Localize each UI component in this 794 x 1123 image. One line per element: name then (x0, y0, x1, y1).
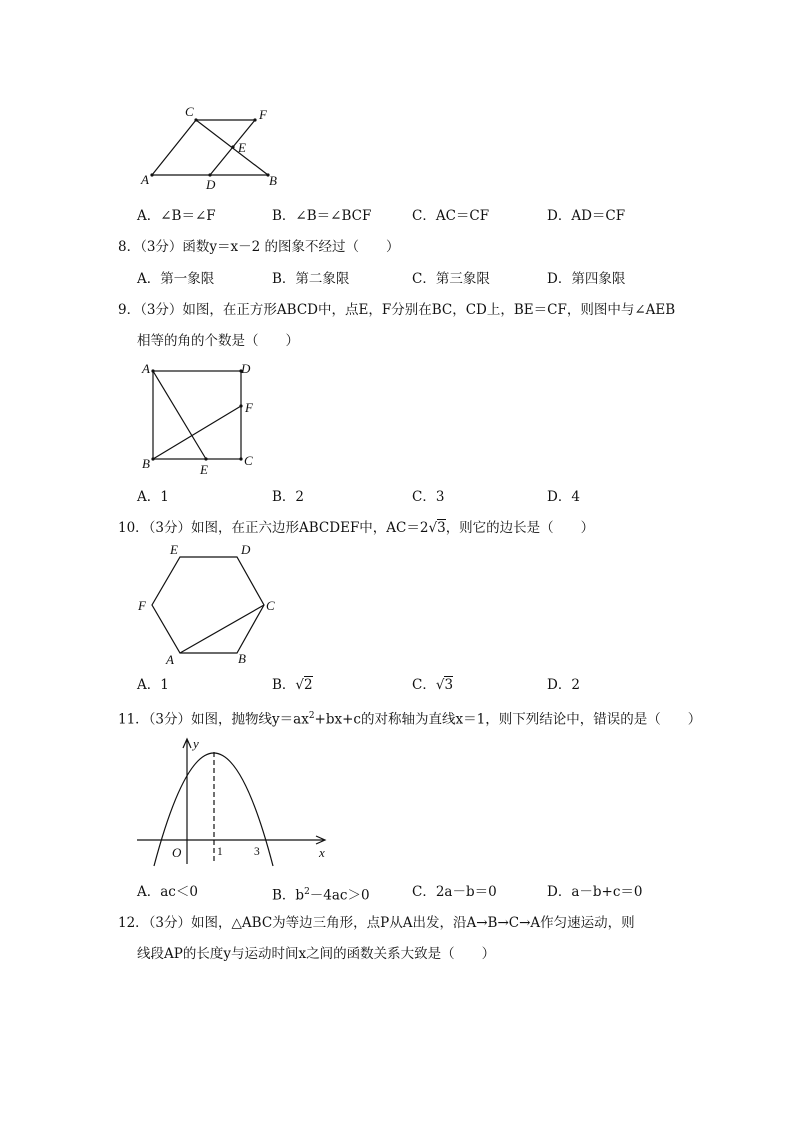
q9-label-f: F (245, 400, 253, 415)
q7-label-d: D (206, 177, 216, 192)
q9-label-a: A (142, 361, 150, 376)
q7-label-e: E (238, 140, 246, 155)
q10-stem-suffix: ，则它的边长是（ ） (445, 520, 595, 536)
q11-label-y: y (193, 736, 199, 751)
q7-option-a[interactable]: A．∠B＝∠F (137, 208, 216, 224)
q7-label-b: B (269, 173, 277, 188)
q11-label-origin: O (172, 845, 182, 860)
q9-label-e: E (200, 462, 208, 477)
q10-option-b-radicand: 2 (304, 677, 313, 693)
q11-option-d[interactable] (547, 883, 642, 901)
q7-label-c: C (185, 104, 194, 119)
q11-option-a[interactable] (137, 883, 198, 901)
sqrt-icon: √ (428, 520, 438, 536)
q12-stem-line1: 12．（3分）如图，△ABC为等边三角形，点P从A出发，沿A→B→C→A作匀速运动，则 (118, 915, 635, 931)
q7-option-d[interactable]: D．AD＝CF (547, 208, 626, 224)
q8-stem: 8．（3分）函数y＝x－2 的图象不经过（ ） (118, 239, 400, 255)
q11-label-x: x (319, 845, 325, 860)
q9-label-b: B (142, 456, 150, 471)
q10-option-c-radicand: 3 (444, 677, 454, 693)
q11-option-b-suffix: －4ac＞0 (309, 887, 370, 904)
q10-label-b: B (238, 651, 246, 666)
q9-option-c[interactable]: C．3 (412, 489, 445, 505)
q10-stem-prefix: 10．（3分）如图，在正六边形ABCDEF中，AC＝2 (118, 520, 429, 536)
q9-option-b[interactable]: B．2 (272, 489, 305, 505)
q9-option-d[interactable]: D．4 (547, 489, 580, 505)
q9-stem-line2: 相等的角的个数是（ ） (137, 333, 299, 349)
q10-label-a: A (166, 652, 174, 667)
q7-label-a: A (141, 172, 149, 187)
q10-option-b-text: B． (272, 677, 296, 693)
q10-option-c-text: C． (412, 677, 436, 693)
q11-stem-sup: 2 (308, 711, 315, 721)
q12-stem-line2: 线段AP的长度y与运动时间x之间的函数关系大致是（ ） (137, 946, 496, 962)
q11-option-d-text: D．a－b+c＝0 (547, 884, 643, 900)
q11-option-a-text: A．ac＜0 (137, 884, 198, 900)
q11-stem-prefix: 11．（3分）如图，抛物线y＝ax (118, 711, 309, 728)
q10-label-e: E (170, 542, 178, 557)
q7-option-c[interactable]: C．AC＝CF (412, 208, 490, 224)
q9-label-d: D (241, 361, 251, 376)
sqrt-icon: √ (295, 677, 305, 693)
q10-option-a-text: A．1 (137, 677, 169, 693)
q9-option-a[interactable]: A．1 (137, 489, 169, 505)
q7-option-b[interactable]: B．∠B＝∠BCF (272, 208, 372, 224)
q10-label-f: F (138, 598, 146, 613)
q10-label-c: C (266, 598, 275, 613)
q9-stem-line1: 9．（3分）如图，在正方形ABCD中，点E，F分别在BC，CD上，BE＝CF，则图中与∠AEB (118, 302, 676, 318)
q8-option-b[interactable]: B．第二象限 (272, 271, 350, 287)
q10-option-d-text: D．2 (547, 677, 580, 693)
q8-option-d[interactable]: D．第四象限 (547, 271, 626, 287)
q11-stem-suffix: +bx+c的对称轴为直线x＝1，则下列结论中，错误的是（ ） (314, 711, 702, 728)
q11-option-b-sup: 2 (304, 887, 310, 897)
q8-option-a[interactable]: A．第一象限 (137, 271, 215, 287)
q8-option-c[interactable]: C．第三象限 (412, 271, 490, 287)
sqrt-icon: √ (435, 677, 445, 693)
q10-stem-radicand: 3 (437, 520, 446, 536)
q11-tick-1: 1 (217, 846, 223, 858)
q10-label-d: D (241, 542, 251, 557)
q11-option-b-text: B．b (272, 887, 305, 904)
q11-option-c-text: C．2a－b＝0 (412, 884, 497, 900)
q11-option-c[interactable] (412, 883, 497, 901)
q9-label-c: C (244, 453, 253, 468)
q11-tick-3: 3 (254, 846, 260, 858)
q11-option-b[interactable] (272, 883, 370, 905)
q7-label-f: F (259, 107, 267, 122)
